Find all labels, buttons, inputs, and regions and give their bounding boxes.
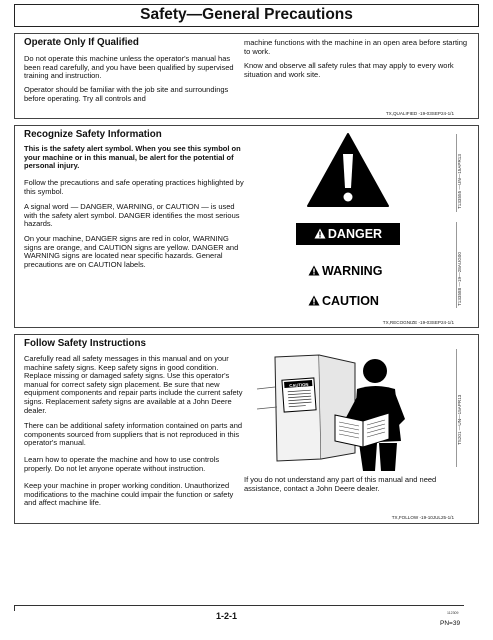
- footer-tick: [14, 605, 15, 611]
- paragraph: machine functions with the machine in an open area before starting to work.: [244, 38, 468, 56]
- paragraph: Operator should be familiar with the job site and surroundings before operating. Try all controls and: [24, 85, 229, 103]
- footer-code: 112309: [447, 611, 459, 615]
- paragraph: A signal word — DANGER, WARNING, or CAUTION — is used with the safety alert symbol. DANGER identifies the most serious hazards.: [24, 202, 240, 229]
- danger-label: [296, 223, 400, 245]
- section-follow-instructions: [14, 334, 479, 524]
- paragraph: There can be additional safety information contained on parts and components sourced from suppliers that is not reproduced in this operator's manual.: [24, 421, 243, 448]
- warning-label: [308, 264, 382, 278]
- paragraph: Do not operate this machine unless the operator's manual has been read carefully, and you have been qualified by supervised training and instruction.: [24, 54, 234, 81]
- paragraph: Know and observe all safety rules that may apply to every work situation and work site.: [244, 61, 454, 79]
- section-title: Follow Safety Instructions: [24, 338, 146, 349]
- paragraph: Follow the precautions and safe operating practices highlighted by this symbol.: [24, 178, 244, 196]
- page-title: Safety—General Precautions: [14, 4, 479, 27]
- paragraph: Learn how to operate the machine and how to use controls properly. Do not let anyone operate without instruction.: [24, 455, 220, 473]
- caution-label: [308, 294, 379, 308]
- paragraph: On your machine, DANGER signs are red in color, WARNING signs are orange, and CAUTION signs are yellow. DANGER and WARNING signs are located near specific hazards. General precautions are on CAUTION labels.: [24, 234, 239, 269]
- sign-label-text: CAUTION: [289, 381, 309, 389]
- safety-alert-icon: [306, 132, 390, 208]
- paragraph: Keep your machine in proper working condition. Unauthorized modifications to the machine could impair the function or safety and affect machine life.: [24, 481, 234, 508]
- reference-code: TX,QUALIFIED -19-03SEP24-1/1: [385, 111, 454, 116]
- section-operate-qualified: [14, 33, 479, 119]
- image-id: TS201 —UN—15APR13: [457, 394, 462, 445]
- danger-text: DANGER: [327, 227, 383, 241]
- footer-rule: [14, 605, 464, 606]
- paragraph: This is the safety alert symbol. When you see this symbol on your machine or in this manual, be alert for the potential of personal injury.: [24, 144, 241, 171]
- image-id: T133555 —UN—15APR13: [457, 154, 462, 209]
- section-title: Operate Only If Qualified: [24, 37, 139, 48]
- alert-triangle-icon: [308, 265, 320, 276]
- image-id: T133588 —19—28AUG00: [457, 252, 462, 306]
- page-number: 1-2-1: [216, 611, 238, 621]
- reference-code: TX,FOLLOW -19-10JUL25-1/1: [391, 515, 454, 520]
- paragraph: If you do not understand any part of this manual and need assistance, contact a John Deere dealer.: [244, 475, 437, 493]
- pn-label: PN=39: [440, 620, 461, 627]
- alert-triangle-icon: [314, 228, 326, 239]
- caution-text: CAUTION: [322, 294, 379, 308]
- warning-text: WARNING: [322, 264, 383, 278]
- section-title: Recognize Safety Information: [24, 129, 162, 140]
- section-recognize-safety: [14, 125, 479, 328]
- reference-code: TX,RECOGNIZE -19-03SEP24-1/1: [382, 320, 454, 325]
- alert-triangle-icon: [308, 295, 320, 306]
- paragraph: Carefully read all safety messages in this manual and on your machine safety signs. Keep safety signs in good condition. Replace missing or damaged safety signs. Use this operator's manual for correct safety sign placement. Be sure that new equipment components and repair parts include the current safety signs. Replacement safety signs are available at a John Deere dealer.: [24, 354, 243, 415]
- person-reading-manual-illustration: [255, 349, 451, 471]
